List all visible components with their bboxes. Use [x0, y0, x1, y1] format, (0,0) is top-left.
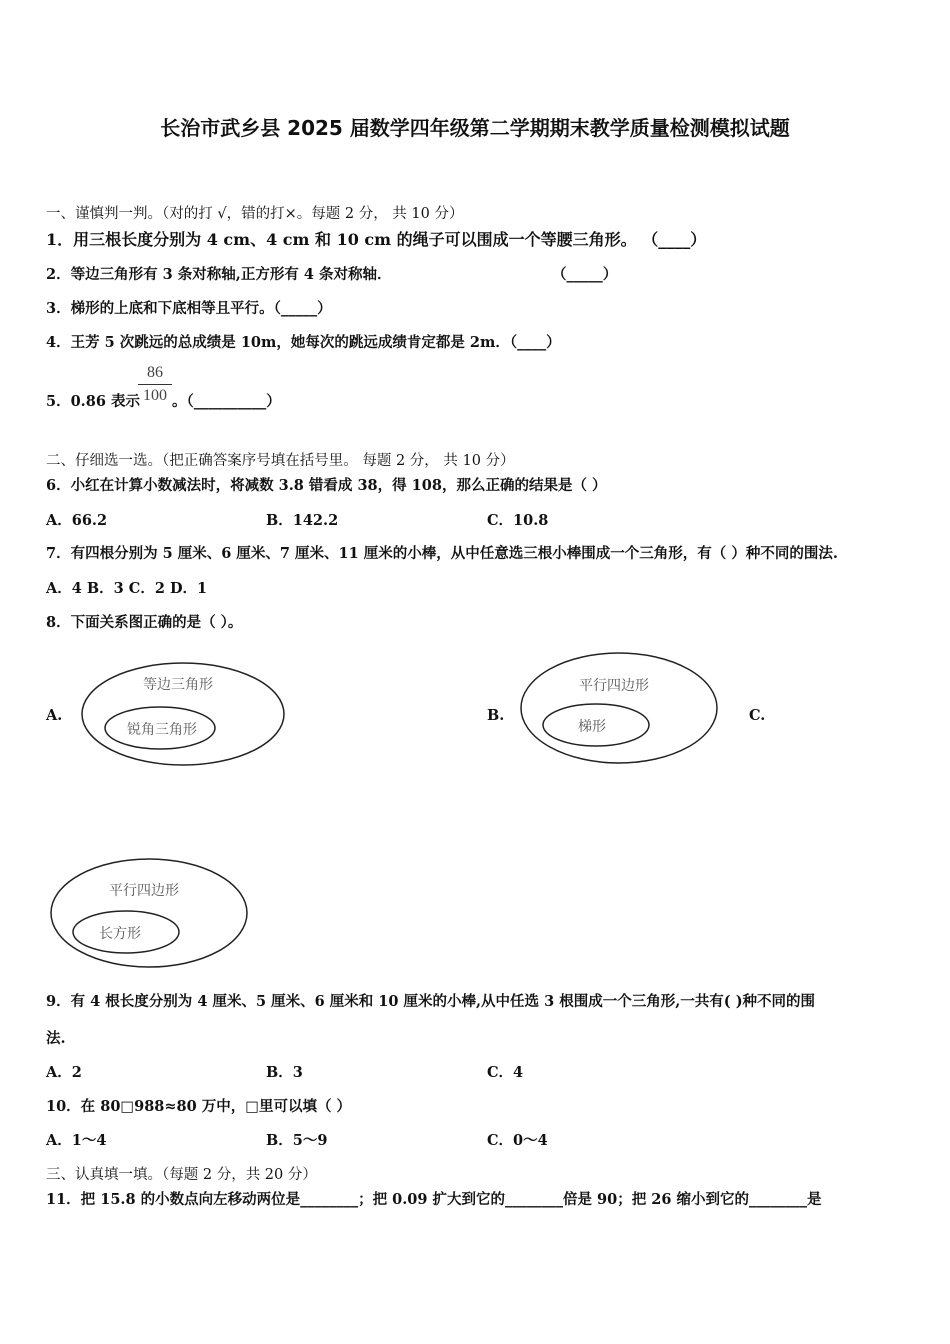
venn-diagram-b [516, 650, 722, 768]
section-3-heading: 三、认真填一填。（每题 2 分，共 20 分） [46, 1167, 317, 1183]
inner-label-c: 长方形 [99, 926, 141, 942]
question-7: 7．有四根分别为 5 厘米、6 厘米、7 厘米、11 厘米的小棒，从中任意选三根小棒围成一个三角形，有（ ）种不同的围法. [46, 545, 838, 562]
question-10-option-a: A．1～4 [46, 1132, 107, 1149]
question-8: 8．下面关系图正确的是（ ）。 [46, 614, 243, 631]
question-6: 6．小红在计算小数减法时，将减数 3.8 错看成 38，得 108，那么正确的结果是（ ） [46, 477, 607, 494]
venn-diagram-a [78, 658, 290, 770]
outer-label-c: 平行四边形 [109, 883, 179, 899]
question-2-blank: （_____） [552, 266, 618, 283]
question-11: 11．把 15.8 的小数点向左移动两位是________；把 0.09 扩大到它的________倍是 90；把 26 缩小到它的________是 [46, 1191, 822, 1208]
venn-diagram-c [46, 855, 252, 973]
question-8-option-c-label: C. [749, 707, 766, 724]
fraction-denominator: 100 [143, 387, 167, 404]
question-4: 4．王芳 5 次跳远的总成绩是 10m，她每次的跳远成绩肯定都是 2m．（____） [46, 334, 561, 351]
question-6-option-c: C．10.8 [487, 512, 549, 529]
question-10-option-b: B．5～9 [266, 1132, 328, 1149]
question-7-options: A．4 B．3 C．2 D．1 [46, 580, 208, 597]
question-9-option-c: C．4 [487, 1064, 524, 1081]
question-5-prefix: 5．0.86 表示 [46, 393, 140, 410]
page-title: 长治市武乡县 2025 届数学四年级第二学期期末教学质量检测模拟试题 [160, 116, 790, 140]
section-1-heading: 一、谨慎判一判。（对的打 √，错的打×。每题 2 分， 共 10 分） [46, 206, 464, 222]
question-9-line-2: 法. [46, 1030, 66, 1047]
question-9-option-b: B．3 [266, 1064, 303, 1081]
inner-label-a: 锐角三角形 [127, 722, 197, 738]
question-9-option-a: A．2 [46, 1064, 82, 1081]
outer-label-a: 等边三角形 [143, 677, 213, 693]
outer-label-b: 平行四边形 [579, 678, 649, 694]
question-5-suffix: 。（__________） [172, 393, 281, 410]
question-6-option-a: A．66.2 [46, 512, 108, 529]
fraction-numerator: 86 [147, 364, 163, 381]
question-1: 1．用三根长度分别为 4 cm、4 cm 和 10 cm 的绳子可以围成一个等腰三角形。 （____） [46, 230, 707, 249]
question-9-line-1: 9．有 4 根长度分别为 4 厘米、5 厘米、6 厘米和 10 厘米的小棒,从中任选 3 根围成一个三角形,一共有( )种不同的围 [46, 993, 816, 1010]
fraction-86-100 [138, 364, 172, 405]
inner-label-b: 梯形 [578, 719, 606, 735]
question-8-option-a-label: A. [46, 707, 63, 724]
question-8-option-b-label: B. [487, 707, 505, 724]
question-10-option-c: C．0～4 [487, 1132, 548, 1149]
question-6-option-b: B．142.2 [266, 512, 339, 529]
question-10: 10．在 80□988≈80 万中，□里可以填（ ） [46, 1098, 351, 1115]
question-2: 2．等边三角形有 3 条对称轴,正方形有 4 条对称轴． [46, 266, 392, 283]
fraction-bar [138, 384, 172, 385]
question-3: 3．梯形的上底和下底相等且平行。（_____） [46, 300, 332, 317]
outer-ellipse-b [521, 653, 717, 763]
section-2-heading: 二、仔细选一选。（把正确答案序号填在括号里。 每题 2 分， 共 10 分） [46, 453, 515, 469]
